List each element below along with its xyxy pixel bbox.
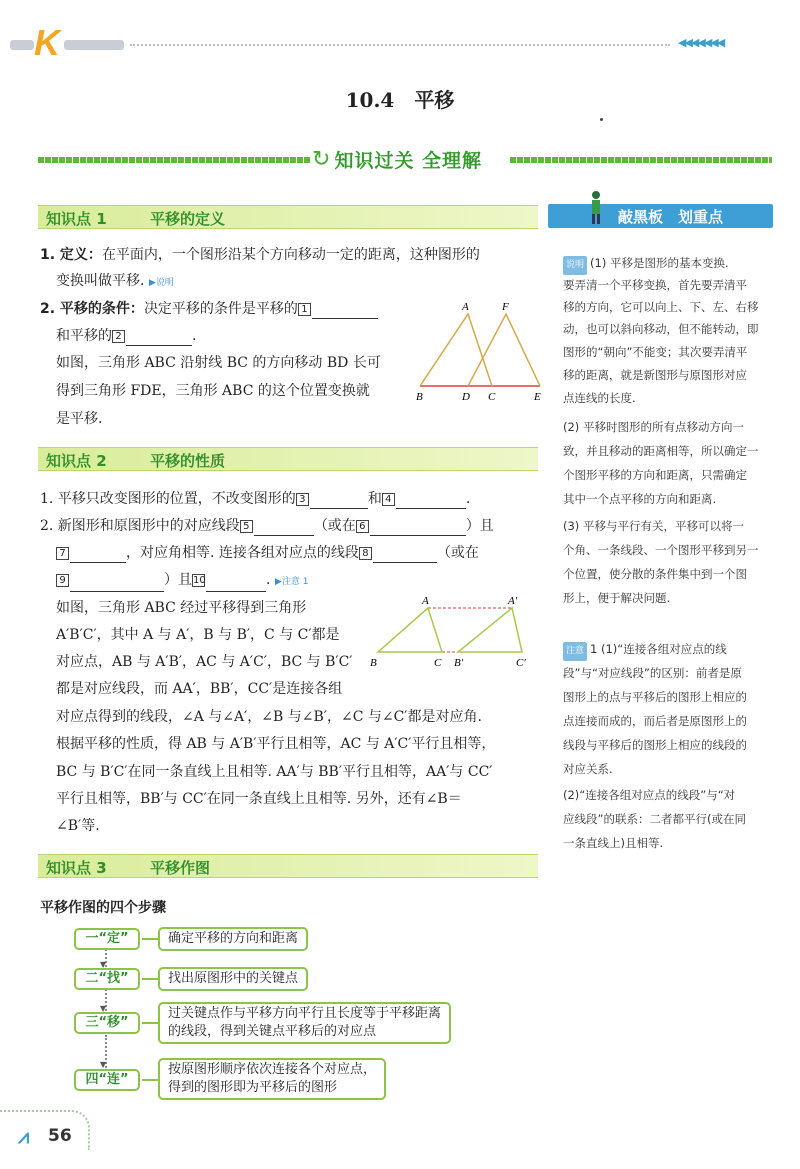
step-4-line-2: 得到的图形即为平移后的图形	[168, 1080, 338, 1095]
sidebar-line: 图形的“朝向”不能变；其次要弄清平	[563, 345, 748, 359]
step-connector	[142, 1022, 158, 1024]
answer-blank-3[interactable]	[310, 491, 368, 509]
step-3-content	[158, 1002, 451, 1044]
sidebar-note-line	[563, 640, 727, 661]
kp3-number: 知识点 3	[46, 859, 107, 877]
sidebar-note-line: 段”与“对应线段”的区别：前者是原	[563, 666, 742, 680]
step-3-label: 三“移”	[74, 1012, 140, 1034]
kp1-example-2: 得到三角形 FDE，三角形 ABC 的这个位置变换就	[56, 383, 370, 399]
label-B-prime: B′	[454, 657, 464, 669]
and-text: 和	[367, 491, 382, 507]
blank-number: 9	[56, 574, 69, 587]
sidebar-text: 1 (1)“连接各组对应点的线	[590, 642, 727, 656]
kp3-name: 平移作图	[150, 859, 211, 877]
brand-logo	[8, 22, 128, 63]
answer-blank-8[interactable]	[373, 545, 437, 563]
sidebar-line: 个位置，使分散的条件集中到一个图	[563, 567, 747, 581]
arrow-down-icon: ▼	[100, 960, 107, 969]
step-3-line-2: 的线段，得到关键点平移后的对应点	[168, 1024, 377, 1039]
banner-text: 知识过关 全理解	[334, 149, 483, 172]
or-text: （或在	[436, 545, 479, 561]
page-number: 56	[48, 1126, 72, 1146]
triangle-ABC	[420, 314, 492, 386]
blank-number: 4	[382, 493, 395, 506]
sidebar-line: 动，也可以斜向移动，但不能转动，即	[563, 322, 759, 336]
sidebar-note-line: (2)“连接各组对应点的线段”与“对	[563, 788, 736, 802]
blank-number: 6	[356, 520, 369, 533]
triangle-FDE	[468, 314, 540, 386]
blank-number: 10	[193, 574, 206, 586]
triangle-ABC	[378, 608, 442, 652]
step-connector	[142, 1079, 158, 1081]
sidebar-line: 要弄清一个平移变换，首先要弄清平	[563, 278, 747, 292]
step-2-content: 找出原图形中的关键点	[158, 967, 308, 991]
compass-icon: ⩘	[18, 1124, 30, 1148]
sidebar-line: 形上，便于解决问题.	[563, 591, 671, 605]
teacher-icon	[588, 190, 604, 226]
property-2-text-2: ，对应角相等. 连接各组对应点的线段	[126, 545, 359, 561]
sidebar-note-line: 应线段”的联系：二者都平行(或在同	[563, 812, 746, 826]
answer-blank-6[interactable]	[370, 518, 466, 536]
kp2-name: 平移的性质	[150, 452, 226, 470]
logo-decoration	[64, 40, 124, 50]
header-rule	[130, 44, 670, 46]
kp2-number: 知识点 2	[46, 452, 107, 470]
kp2-header	[38, 447, 538, 471]
answer-blank-2[interactable]	[126, 328, 192, 346]
definition-label: 1. 定义：	[40, 247, 102, 263]
step-1-label: 一“定”	[74, 928, 140, 950]
and-text: ）且	[164, 572, 192, 588]
label-F: F	[502, 301, 509, 313]
step-4-line-1: 按原图形顺序依次连接各个对应点，	[168, 1062, 377, 1077]
label-A: A	[462, 301, 469, 313]
kp2-example-8: 平行且相等，BB′与 CC′在同一条直线上且相等. 另外，还有∠B＝	[56, 791, 462, 807]
blank-number: 2	[112, 330, 125, 343]
definition-text-2: 变换叫做平移.	[56, 273, 145, 289]
sidebar-header	[548, 204, 773, 228]
sidebar-note-line: 对应关系.	[563, 762, 613, 776]
arrow-down-icon: ▼	[100, 1004, 107, 1013]
translation-figure-2	[368, 594, 538, 670]
banner-line-left	[38, 157, 310, 163]
kp3-header	[38, 854, 538, 878]
period: .	[266, 572, 271, 588]
blank-number: 1	[298, 303, 311, 316]
sidebar-note-line: 点连接而成的，而后者是原图形上的	[563, 714, 747, 728]
blank-number: 3	[296, 493, 309, 506]
blank-number: 7	[56, 547, 69, 560]
label-A-prime: A′	[508, 595, 518, 607]
sidebar-title: 敲黑板 划重点	[618, 208, 724, 226]
sidebar-line: 移的方向，它可以向上、下、左、右移	[563, 300, 759, 314]
sidebar-line: 致，并且移动的距离相等，所以确定一	[563, 444, 759, 458]
or-text: （或在	[313, 518, 356, 534]
flow-title: 平移作图的四个步骤	[40, 900, 166, 916]
logo-decoration	[10, 40, 34, 50]
property-1-text: 1. 平移只改变图形的位置，不改变图形的	[40, 491, 296, 507]
condition-text-2: 和平移的	[56, 328, 112, 344]
sidebar-line: 点连线的长度.	[563, 391, 636, 405]
step-4-content	[158, 1058, 386, 1100]
answer-blank-10[interactable]	[206, 574, 266, 592]
sidebar-note-line: 线段与平移后的图形上相应的线段的	[563, 738, 747, 752]
swirl-icon: ↻	[312, 146, 331, 172]
label-E: E	[534, 391, 541, 403]
label-D: D	[462, 391, 470, 403]
page-title: 10.4 平移	[345, 88, 455, 112]
period: .	[465, 491, 471, 507]
arrow-down-icon: ▼	[100, 1060, 107, 1069]
blank-number: 5	[240, 520, 253, 533]
label-C: C	[434, 657, 442, 669]
sidebar-line	[563, 254, 729, 275]
sidebar-note-line: 一条直线上)且相等.	[563, 836, 664, 850]
step-3-line-1: 过关键点作与平移方向平行且长度等于平移距离	[168, 1006, 442, 1021]
sidebar-note-line: 图形上的点与平移后的图形上相应的	[563, 690, 747, 704]
definition-text: 在平面内，一个图形沿某个方向移动一定的距离，这种图形的	[101, 247, 480, 263]
kp2-property-2-cont	[56, 543, 479, 563]
kp2-example-6: 根据平移的性质，得 AB 与 A′B′平行且相等，AC 与 A′C′平行且相等，	[56, 736, 496, 752]
note-link[interactable]: ▶注意 1	[274, 577, 309, 587]
label-C-prime: C′	[516, 657, 526, 669]
step-connector	[142, 978, 158, 980]
answer-blank-9[interactable]	[70, 574, 164, 592]
label-A: A	[422, 595, 429, 607]
sidebar-line: 移的距离，就是新图形与原图形对应	[563, 368, 747, 382]
triangle-A2B2C2	[458, 608, 522, 652]
kp1-condition	[40, 299, 378, 319]
sidebar-line: 个图形平移的方向和距离，只需确定	[563, 468, 747, 482]
kp2-example-9: ∠B′等.	[56, 818, 100, 834]
section-banner	[312, 144, 482, 174]
sidebar-line: 其中一个点平移的方向和距离.	[563, 492, 717, 506]
kp2-example-2: A′B′C′，其中 A 与 A′，B 与 B′，C 与 C′都是	[56, 627, 340, 643]
and-text: ）且	[465, 518, 494, 534]
kp1-example-1: 如图，三角形 ABC 沿射线 BC 的方向移动 BD 长可	[56, 355, 381, 371]
answer-blank-5[interactable]	[254, 518, 314, 536]
kp1-definition-cont	[56, 271, 174, 293]
page-number-block	[14, 1120, 94, 1152]
answer-blank-4[interactable]	[396, 491, 466, 509]
answer-blank-1[interactable]	[312, 301, 378, 319]
condition-label: 2. 平移的条件：	[40, 301, 144, 317]
step-2-label: 二“找”	[74, 968, 140, 990]
kp2-property-1	[40, 489, 470, 509]
kp1-header	[38, 205, 538, 229]
label-B: B	[370, 657, 377, 669]
translation-figure-1	[410, 296, 550, 406]
sidebar-text: (1) 平移是图形的基本变换.	[590, 256, 729, 270]
sidebar-line: (2) 平移时图形的所有点移动方向一	[563, 420, 744, 434]
sidebar-line: (3) 平移与平行有关，平移可以将一	[563, 519, 744, 533]
blank-number: 8	[359, 547, 372, 560]
label-C: C	[488, 391, 496, 403]
arrows-icon: ◀◀◀◀◀◀◀	[678, 36, 724, 49]
kp2-property-2	[40, 516, 494, 536]
banner-line-right	[510, 157, 772, 163]
kp2-example-4: 都是对应线段，而 AA′，BB′，CC′是连接各组	[56, 681, 343, 697]
kp1-definition	[40, 245, 480, 265]
kp2-example-5: 对应点得到的线段，∠A 与∠A′，∠B 与∠B′，∠C 与∠C′都是对应角.	[56, 709, 482, 725]
kp1-example-3: 是平移.	[56, 411, 103, 427]
dot-mark	[600, 118, 603, 121]
period: .	[192, 328, 197, 344]
kp1-condition-cont	[56, 326, 196, 346]
step-1-content: 确定平移的方向和距离	[158, 927, 308, 951]
caution-tag: 注意	[563, 642, 587, 661]
kp2-example-7: BC 与 B′C′在同一条直线上且相等. AA′与 BB′平行且相等，AA′与 CC′	[56, 764, 493, 780]
logo-letter: K	[34, 22, 60, 63]
sidebar-line: 个角、一条线段、一个图形平移到另一	[563, 543, 759, 557]
condition-text: 决定平移的条件是平移的	[143, 301, 298, 317]
step-4-label: 四“连”	[74, 1069, 140, 1091]
kp2-example-3: 对应点，AB 与 A′B′，AC 与 A′C′，BC 与 B′C′	[56, 654, 353, 670]
note-link[interactable]: ▶说明	[148, 278, 174, 288]
label-B: B	[416, 391, 423, 403]
kp2-property-2-cont2	[56, 570, 308, 592]
kp1-name: 平移的定义	[150, 210, 226, 228]
explain-tag: 说明	[563, 256, 587, 275]
property-2-text: 2. 新图形和原图形中的对应线段	[40, 518, 240, 534]
kp2-example-1: 如图，三角形 ABC 经过平移得到三角形	[56, 600, 307, 616]
kp1-number: 知识点 1	[46, 210, 107, 228]
step-connector	[142, 938, 158, 940]
answer-blank-7[interactable]	[70, 545, 126, 563]
